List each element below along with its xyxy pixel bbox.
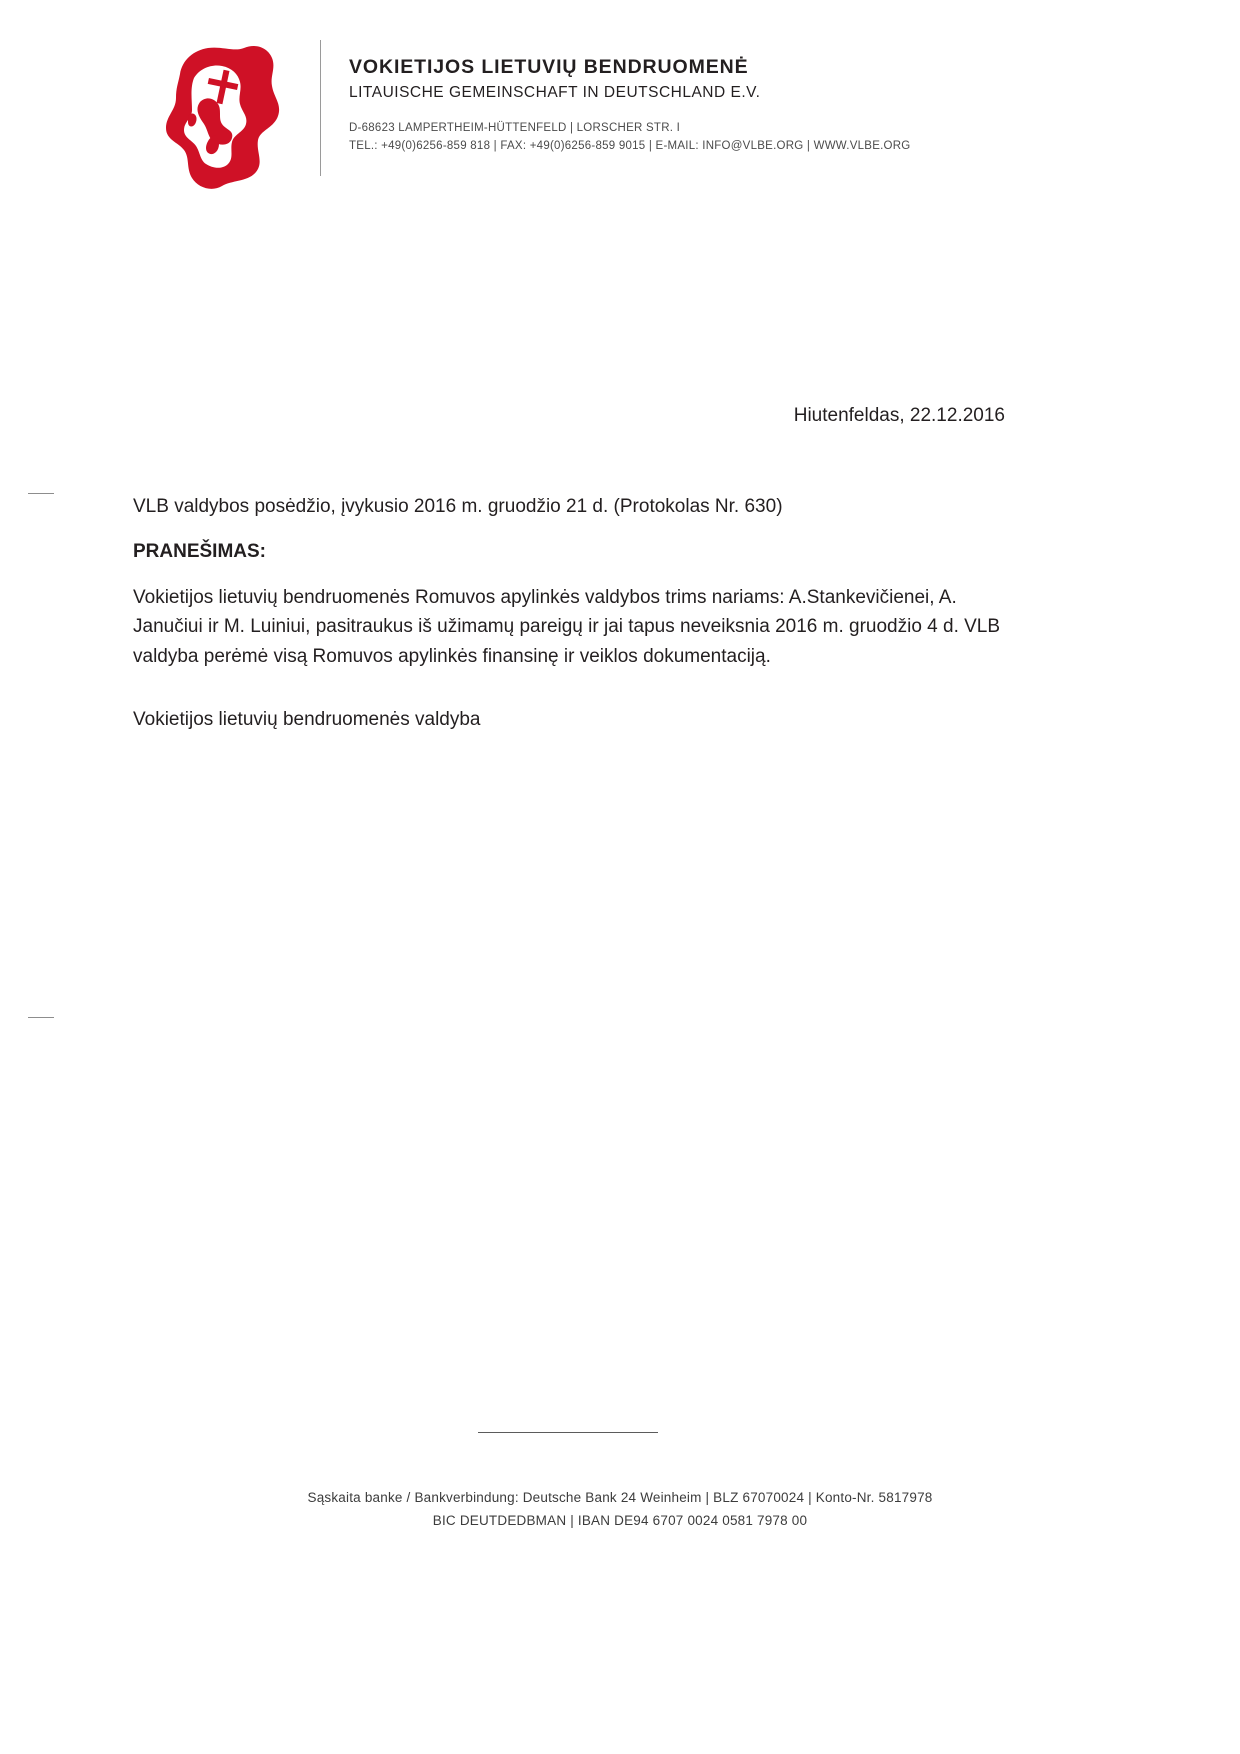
footer-divider: [478, 1432, 658, 1433]
date-place-line: Hiutenfeldas, 22.12.2016: [793, 405, 1005, 426]
vlb-red-emblem-icon: [160, 40, 290, 190]
org-name-german: LITAUISCHE GEMEINSCHAFT IN DEUTSCHLAND E.V.: [349, 84, 761, 101]
subject-label: PRANEŠIMAS:: [133, 541, 267, 563]
reference-line: VLB valdybos posėdžio, įvykusio 2016 m. gruodžio 21 d. (Protokolas Nr. 630): [133, 496, 783, 517]
footer-line-1: Sąskaita banke / Bankverbindung: Deutsche Bank 24 Weinheim | BLZ 67070024 | Konto-Nr. 5817978: [307, 1490, 933, 1505]
margin-tick-bottom: [28, 1017, 54, 1018]
address-line: D-68623 LAMPERTHEIM-HÜTTENFELD | LORSCHER STR. I: [349, 122, 681, 134]
margin-tick-top: [28, 493, 54, 494]
letterhead: [160, 40, 911, 190]
org-name-lithuanian: VOKIETIJOS LIETUVIŲ BENDRUOMENĖ: [349, 56, 749, 78]
signature-line: Vokietijos lietuvių bendruomenės valdyba: [133, 709, 481, 731]
paragraph-spacer: [133, 671, 1013, 705]
paragraph-1: Vokietijos lietuvių bendruomenės Romuvos apylinkės valdybos trims nariams: A.Stankevičienei, A. Janučiui ir M. Luiniui, pasitraukus iš užimamų pareigų ir jai tapus neveiksnia 2016 m. gruodžio 4 d. VLB valdyba perėmė visą Romuvos apylinkės finansinę ir veiklos dokumentaciją.: [133, 586, 1001, 667]
letterhead-text-block: [320, 40, 911, 176]
letter-body: [133, 492, 1013, 735]
letterhead-contact: [349, 120, 911, 156]
contact-line: TEL.: +49(0)6256-859 818 | FAX: +49(0)6256-859 9015 | E-MAIL: INFO@VLBE.ORG | WWW.VLBE.ORG: [349, 139, 911, 152]
footer-bank-details: [0, 1487, 1240, 1533]
footer-line-2: BIC DEUTDEDBMAN | IBAN DE94 6707 0024 0581 7978 00: [432, 1512, 808, 1528]
